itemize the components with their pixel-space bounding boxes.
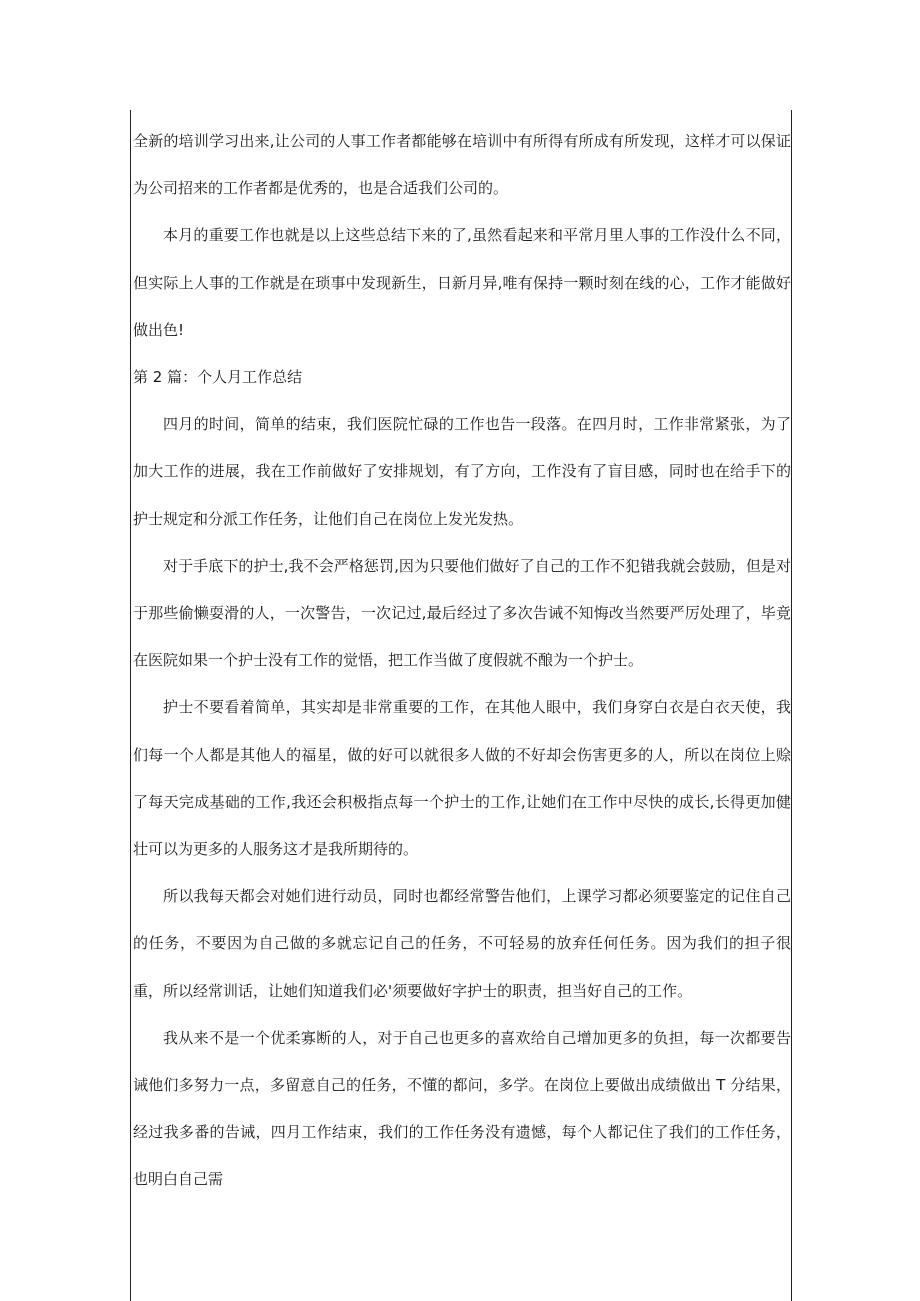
paragraph: 对于手底下的护士,我不会严格惩罚,因为只要他们做好了自己的工作不犯错我就会鼓励，但是对于那些偷懒耍滑的人，一次警告，一次记过,最后经过了多次告诫不知悔改当然要严厉处理了，毕竟在医院如果一个护士没有工作的觉悟，把工作当做了度假就不酿为一个护士。: [133, 556, 791, 670]
paragraph: 护士不要看着简单，其实却是非常重要的工作，在其他人眼中，我们身穿白衣是白衣天使，我们每一个人都是其他人的福星，做的好可以就很多人做的不好却会伤害更多的人，所以在岗位上赊了每天完成基础的工作,我还会积极指点每一个护士的工作,让她们在工作中尽快的成长,长得更加健壮可以为更多的人服务这才是我所期待的。: [133, 698, 791, 859]
paragraph: 我从来不是一个优柔寡断的人，对于自己也更多的喜欢给自己增加更多的负担，每一次都要告诫他们多努力一点，多留意自己的任务，不懂的都问，多学。在岗位上要做出成绩做出 T 分结果，经过我多番的告诫，四月工作结束，我们的工作任务没有遗憾，每个人都记住了我们的工作任务，也明白自己需: [133, 1028, 791, 1189]
paragraph: 四月的时间，简单的结束，我们医院忙碌的工作也告一段落。在四月时，工作非常紧张，为了加大工作的进展，我在工作前做好了安排规划，有了方向，工作没有了盲目感，同时也在给手下的护士规定和分派工作任务，让他们自己在岗位上发光发热。: [133, 415, 791, 528]
paragraph: 本月的重要工作也就是以上这些总结下来的了,虽然看起来和平常月里人事的工作没什么不同，但实际上人事的工作就是在琐事中发现新生，日新月异,唯有保持一颗时刻在线的心，工作才能做好做出色!: [133, 226, 791, 339]
paragraph: 全新的培训学习出来,让公司的人事工作者都能够在培训中有所得有所成有所发现，这样才可以保证为公司招来的工作者都是优秀的，也是合适我们公司的。: [133, 132, 791, 198]
section-heading: 第 2 篇：个人月工作总结: [133, 368, 303, 387]
paragraph: 所以我每天都会对她们进行动员，同时也都经常警告他们，上课学习都必须要鉴定的记住自己的任务，不要因为自己做的多就忘记自己的任务，不可轻易的放弃任何任务。因为我们的担子很重，所以经常训话，让她们知道我们必'须要做好字护士的职责，担当好自己的工作。: [133, 887, 791, 1000]
document-body: [133, 118, 791, 1204]
